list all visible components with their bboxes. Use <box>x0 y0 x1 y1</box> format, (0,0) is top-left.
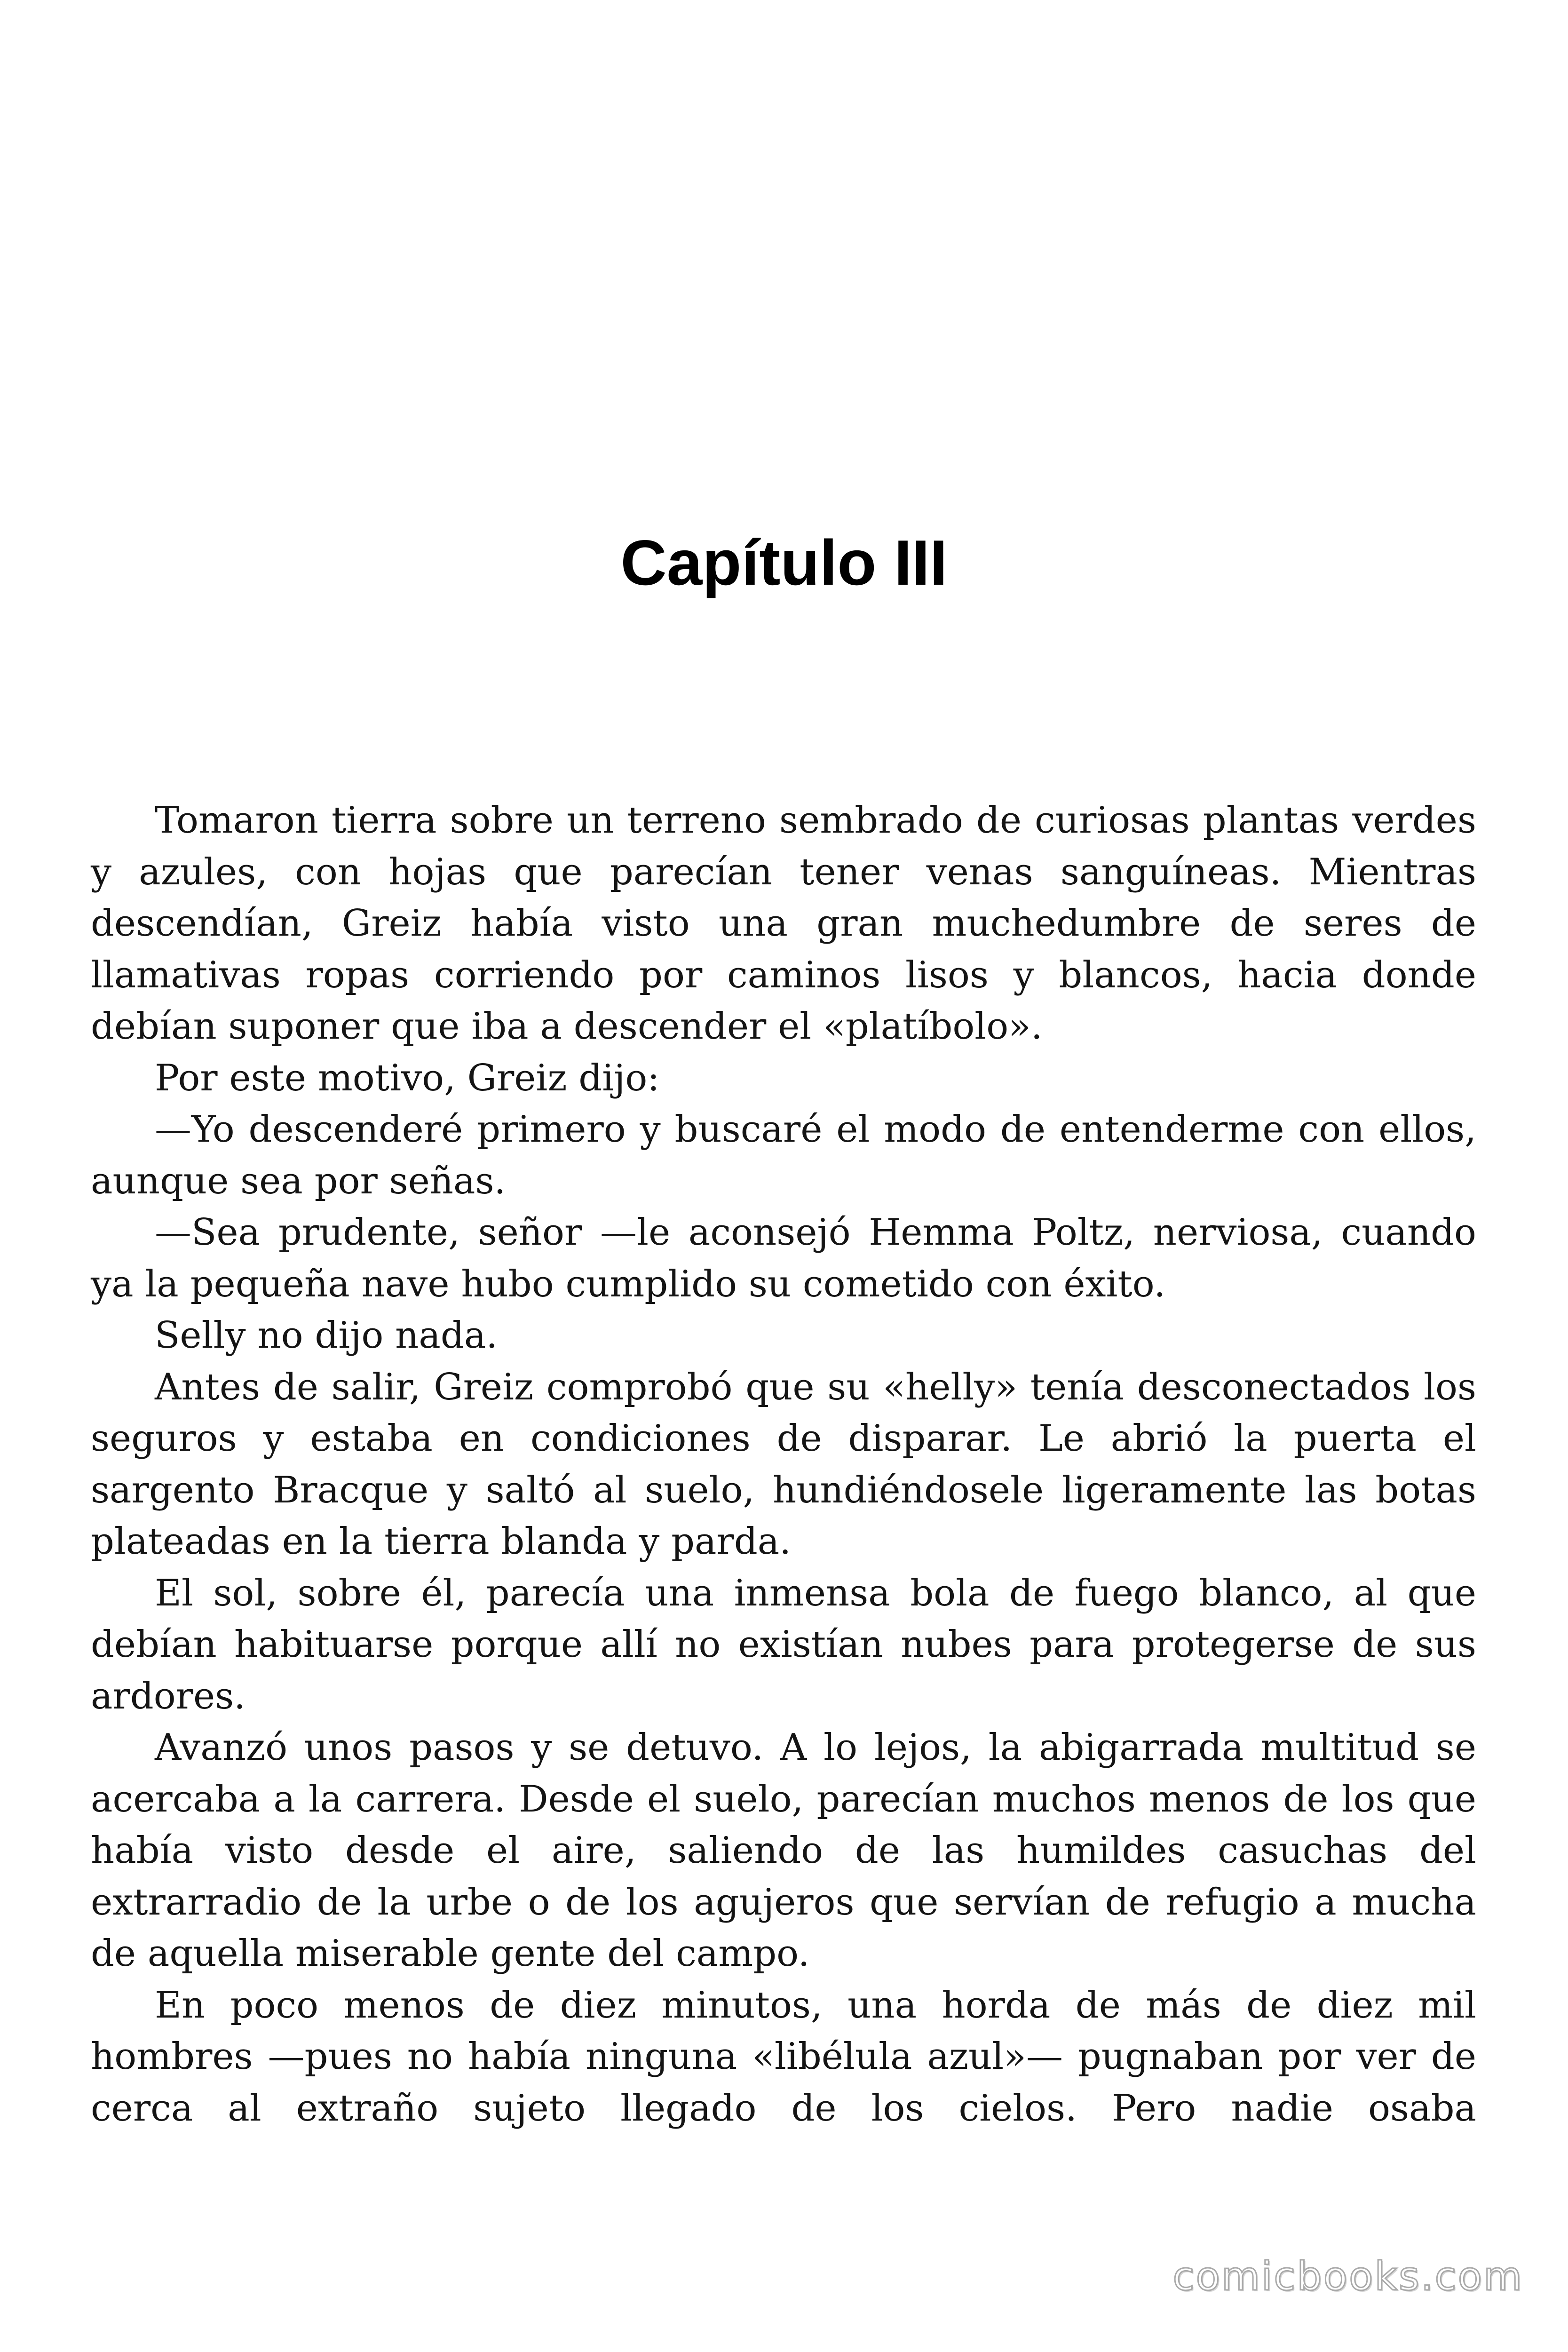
watermark-logo: comicbooks.com <box>1172 2253 1523 2299</box>
paragraph-continued: En poco menos de diez minutos, una horda de más de diez mil hombres —pues no había ninguna «libélula azul»— pugnaban por ver de cerca al extraño sujeto llegado de los cielos. Pero nadie osaba <box>91 1984 1476 2130</box>
paragraph: Por este motivo, Greiz dijo: <box>155 1057 660 1099</box>
chapter-title: Capítulo III <box>620 527 948 598</box>
paragraph: Selly no dijo nada. <box>155 1314 498 1357</box>
paragraph: Antes de salir, Greiz comprobó que su «helly» tenía desconectados los seguros y estaba en condiciones de disparar. Le abrió la puerta el sargento Bracque y saltó al suelo, hundiéndosele ligeramente las botas plateadas en la tierra blanda y parda. <box>91 1366 1476 1563</box>
chapter-body <box>91 795 1476 2134</box>
paragraph: —Yo descenderé primero y buscaré el modo de entenderme con ellos, aunque sea por señas. <box>91 1108 1476 1202</box>
paragraph: —Sea prudente, señor —le aconsejó Hemma Poltz, nerviosa, cuando ya la pequeña nave hubo cumplido su cometido con éxito. <box>91 1211 1476 1305</box>
paragraph: Tomaron tierra sobre un terreno sembrado de curiosas plantas verdes y azules, con hojas que parecían tener venas sanguíneas. Mientras descendían, Greiz había visto una gran muchedumbre de seres de llamativas ropas corriendo por caminos lisos y blancos, hacia donde debían suponer que iba a descender el «platíbolo». <box>91 799 1476 1048</box>
paragraph: El sol, sobre él, parecía una inmensa bola de fuego blanco, al que debían habituarse porque allí no existían nubes para protegerse de sus ardores. <box>91 1572 1476 1717</box>
paragraph: Avanzó unos pasos y se detuvo. A lo lejos, la abigarrada multitud se acercaba a la carrera. Desde el suelo, parecían muchos menos de los que había visto desde el aire, saliendo de las humildes casuchas del extrarradio de la urbe o de los agujeros que servían de refugio a mucha de aquella miserable gente del campo. <box>91 1726 1476 1975</box>
